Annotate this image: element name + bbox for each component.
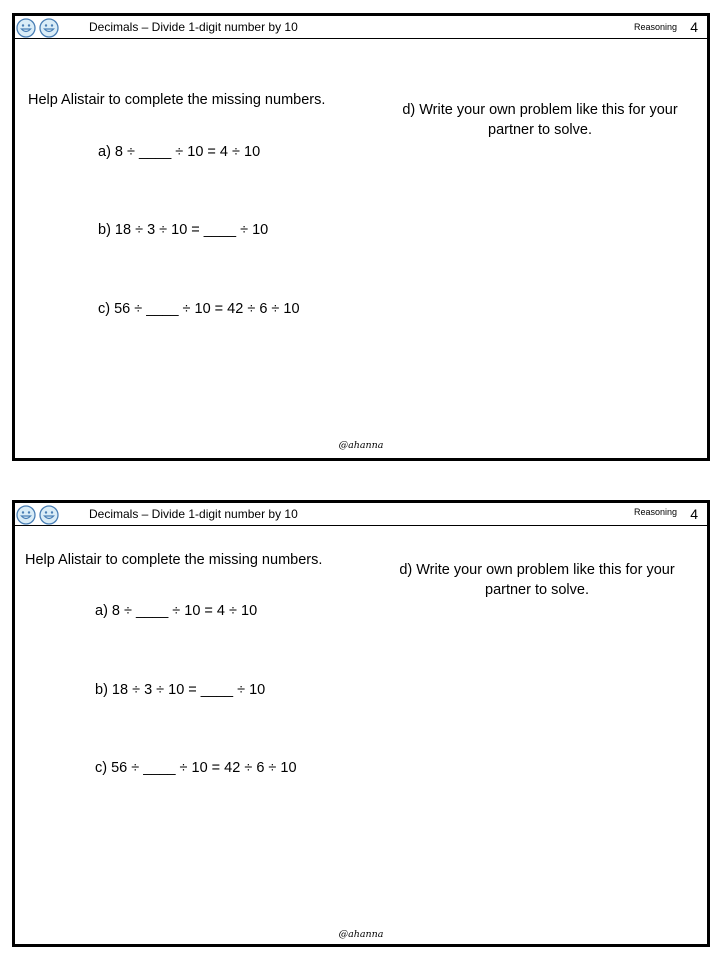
intro-text: Help Alistair to complete the missing numbers. — [28, 92, 326, 108]
question-c: c) 56 ÷ ____ ÷ 10 = 42 ÷ 6 ÷ 10 — [98, 301, 300, 317]
question-b: b) 18 ÷ 3 ÷ 10 = ____ ÷ 10 — [98, 222, 269, 238]
smiley-face-icon — [16, 18, 60, 38]
smiley-face-icon — [16, 505, 60, 525]
card-header — [15, 16, 707, 39]
worksheet-title: Decimals – Divide 1-digit number by 10 — [89, 20, 298, 34]
question-a: a) 8 ÷ ____ ÷ 10 = 4 ÷ 10 — [98, 144, 261, 160]
question-d: d) Write your own problem like this for your partner to solve. — [399, 562, 675, 598]
question-number: 4 — [690, 506, 698, 522]
worksheet-title: Decimals – Divide 1-digit number by 10 — [89, 507, 298, 521]
author-credit: @ahanna — [338, 929, 384, 940]
worksheet-card-top — [12, 13, 710, 461]
reasoning-tag: Reasoning — [633, 507, 677, 517]
intro-text: Help Alistair to complete the missing numbers. — [25, 552, 323, 568]
question-d: d) Write your own problem like this for your partner to solve. — [402, 102, 678, 138]
card-header — [15, 503, 707, 526]
question-a: a) 8 ÷ ____ ÷ 10 = 4 ÷ 10 — [95, 603, 258, 619]
question-b: b) 18 ÷ 3 ÷ 10 = ____ ÷ 10 — [95, 682, 266, 698]
question-number: 4 — [690, 19, 698, 35]
worksheet-card-bottom — [12, 500, 710, 947]
author-credit: @ahanna — [338, 440, 384, 451]
reasoning-tag: Reasoning — [633, 22, 677, 32]
smiley-icons — [16, 18, 60, 38]
question-c: c) 56 ÷ ____ ÷ 10 = 42 ÷ 6 ÷ 10 — [95, 760, 297, 776]
smiley-icons — [16, 505, 60, 525]
